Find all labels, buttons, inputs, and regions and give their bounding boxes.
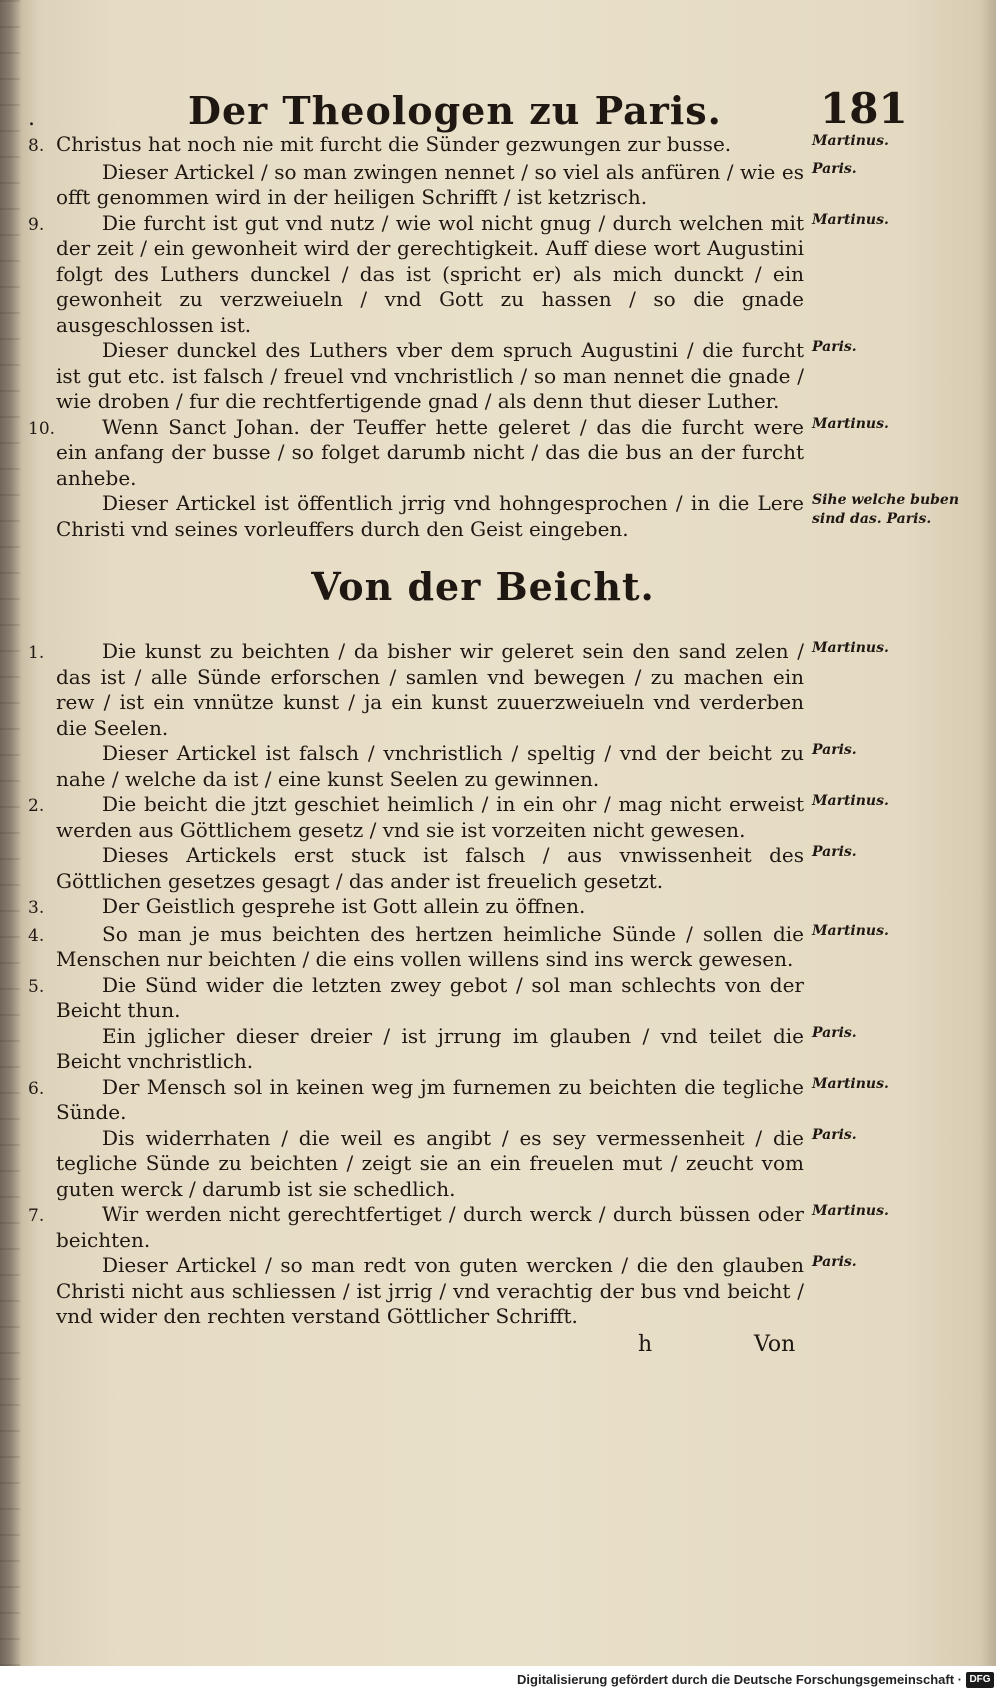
article-number: 10. bbox=[28, 418, 56, 439]
article-number: 5. bbox=[28, 976, 45, 997]
article-paragraph bbox=[28, 1024, 968, 1075]
section-heading: Von der Beicht. bbox=[311, 564, 655, 609]
folio-number: 181 bbox=[820, 84, 908, 133]
marginal-note: Sihe welche buben sind das. Paris. bbox=[812, 492, 959, 527]
article-number: 1. bbox=[28, 643, 45, 663]
marginal-note: Martinus. bbox=[812, 793, 889, 809]
marginal-note: Martinus. bbox=[812, 1203, 889, 1219]
marginal-note: Paris. bbox=[812, 339, 857, 355]
article-text: Dieser dunckel des Luthers vber dem spruch Augustini / die furcht ist gut etc. ist falsch / freuel vnd vnchristlich / so man nennet die gnade / wie droben / fur die rechtfertigende gnad / als denn thut dieser Luther. bbox=[56, 338, 804, 413]
article-number: 9. bbox=[28, 214, 45, 235]
article-number bbox=[28, 160, 56, 211]
article-number bbox=[28, 1126, 56, 1203]
article-list-part2 bbox=[28, 639, 968, 1330]
article-text: Die beicht die jtzt geschiet heimlich / in ein ohr / mag nicht erweist werden aus Göttlichem gesetz / vnd sie ist vorzeiten nicht gewesen. bbox=[56, 792, 804, 842]
article-text: Dieser Artickel ist öffentlich jrrig vnd hohngesprochen / in die Lere Christi vnd seines vorleuffers durch den Geist eingeben. bbox=[56, 491, 804, 541]
header-dot: . bbox=[28, 106, 35, 131]
book-page bbox=[28, 84, 968, 1628]
article-number bbox=[28, 843, 56, 894]
article-paragraph bbox=[28, 132, 968, 160]
article-text: Dieser Artickel / so man redt von guten wercken / die den glauben Christi nicht aus schliessen / ist jrrig / vnd verachtig der bus vnd beicht / vnd wider den rechten verstand Göttlicher Schrifft. bbox=[56, 1253, 804, 1328]
article-paragraph bbox=[28, 973, 968, 1024]
marginal-note: Martinus. bbox=[812, 415, 889, 432]
page-foot bbox=[28, 1332, 968, 1366]
article-text: Dieser Artickel / so man zwingen nennet / so viel als anfüren / wie es offt genommen wird in der heiligen Schrifft / ist ketzrisch. bbox=[56, 159, 804, 209]
marginal-note: Martinus. bbox=[812, 922, 889, 939]
dfg-logo: DFG bbox=[966, 1672, 994, 1688]
article-paragraph bbox=[28, 338, 968, 415]
article-text: Der Geistlich gesprehe ist Gott allein zu öffnen. bbox=[102, 894, 586, 918]
marginal-note: Paris. bbox=[812, 1126, 857, 1143]
article-paragraph bbox=[28, 741, 968, 792]
article-number bbox=[28, 338, 56, 415]
article-paragraph bbox=[28, 211, 968, 339]
article-number bbox=[28, 741, 56, 792]
marginal-note: Martinus. bbox=[812, 211, 889, 228]
article-paragraph bbox=[28, 491, 968, 542]
marginal-note: Martinus. bbox=[812, 133, 889, 149]
article-number: 3. bbox=[28, 898, 45, 918]
page-content bbox=[28, 132, 968, 1366]
marginal-note bbox=[804, 894, 964, 922]
article-paragraph bbox=[28, 1253, 968, 1330]
funding-note: Digitalisierung gefördert durch die Deutsche Forschungsgemeinschaft · bbox=[517, 1672, 962, 1687]
article-text: Die Sünd wider die letzten zwey gebot / sol man schlechts von der Beicht thun. bbox=[56, 972, 804, 1022]
article-number: 2. bbox=[28, 796, 45, 816]
marginal-note: Paris. bbox=[812, 742, 857, 758]
article-text: Wir werden nicht gerechtfertiget / durch werck / durch büssen oder beichten. bbox=[56, 1202, 804, 1252]
article-text: Die furcht ist gut vnd nutz / wie wol nicht gnug / durch welchen mit der zeit / ein gewonheit wird der gerechtigkeit. Auff diese wort Augustini folgt des Luthers dunckel / das ist (spricht er) als mich dunckt / ein gewonheit zu verzweiueln / vnd Gott zu hassen / so die gnade ausgeschlossen ist. bbox=[56, 210, 804, 337]
marginal-note bbox=[804, 973, 964, 1024]
article-paragraph bbox=[28, 639, 968, 741]
digitization-footer bbox=[0, 1670, 1000, 1693]
article-paragraph bbox=[28, 1202, 968, 1253]
article-text: Wenn Sanct Johan. der Teuffer hette geleret / das die furcht were ein anfang der busse / so folget darumb nicht / das die bus an der furcht anhebe. bbox=[56, 414, 804, 490]
article-text: So man je mus beichten des hertzen heimliche Sünde / sollen die Menschen nur beichten / die eins vollen willens sind ins werck gewesen. bbox=[56, 921, 804, 971]
article-paragraph bbox=[28, 415, 968, 492]
article-paragraph bbox=[28, 894, 968, 922]
article-number: 8. bbox=[28, 136, 45, 156]
article-text: Der Mensch sol in keinen weg jm furnemen zu beichten die tegliche Sünde. bbox=[56, 1074, 804, 1124]
page-header bbox=[28, 84, 968, 136]
article-text: Dieser Artickel ist falsch / vnchristlich / speltig / vnd der beicht zu nahe / welche da ist / eine kunst Seelen zu gewinnen. bbox=[56, 741, 804, 791]
running-title: Der Theologen zu Paris. bbox=[188, 88, 722, 133]
article-text: Christus hat noch nie mit furcht die Sünder gezwungen zur busse. bbox=[56, 132, 732, 156]
article-paragraph bbox=[28, 1126, 968, 1203]
article-number bbox=[28, 491, 56, 542]
signature-mark: h bbox=[638, 1331, 653, 1357]
marginal-note: Paris. bbox=[812, 160, 857, 177]
article-number: 6. bbox=[28, 1078, 45, 1099]
article-paragraph bbox=[28, 792, 968, 843]
catchword: Von bbox=[754, 1331, 796, 1357]
article-list-part1 bbox=[28, 132, 968, 542]
article-paragraph bbox=[28, 160, 968, 211]
article-paragraph bbox=[28, 843, 968, 894]
marginal-note: Paris. bbox=[812, 1254, 857, 1270]
article-text: Dieses Artickels erst stuck ist falsch / aus vnwissenheit des Göttlichen gesetzes gesagt / das ander ist freuelich gesetzt. bbox=[56, 843, 804, 893]
marginal-note: Martinus. bbox=[812, 1075, 889, 1092]
marginal-note: Paris. bbox=[812, 1024, 857, 1041]
article-number bbox=[28, 1253, 56, 1330]
article-paragraph bbox=[28, 1075, 968, 1126]
binding-gutter bbox=[0, 0, 20, 1666]
marginal-note: Paris. bbox=[812, 844, 857, 860]
article-text: Ein jglicher dieser dreier / ist jrrung im glauben / vnd teilet die Beicht vnchristlich. bbox=[56, 1023, 804, 1073]
article-number: 4. bbox=[28, 925, 45, 946]
article-number: 7. bbox=[28, 1206, 45, 1226]
article-text: Die kunst zu beichten / da bisher wir geleret sein den sand zelen / das ist / alle Sünde erforschen / samlen vnd bewegen / zu machen ein rew / ist ein vnnütze kunst / ja ein kunst zuuerzweiueln vnd verderben die Seelen. bbox=[56, 639, 804, 740]
article-paragraph bbox=[28, 922, 968, 973]
marginal-note: Martinus. bbox=[812, 640, 889, 656]
article-text: Dis widerrhaten / die weil es angibt / es sey vermessenheit / die tegliche Sünde zu beichten / zeigt sie an ein freuelen mut / zeucht vom guten werck / darumb ist sie schedlich. bbox=[56, 1125, 804, 1201]
article-number bbox=[28, 1024, 56, 1075]
